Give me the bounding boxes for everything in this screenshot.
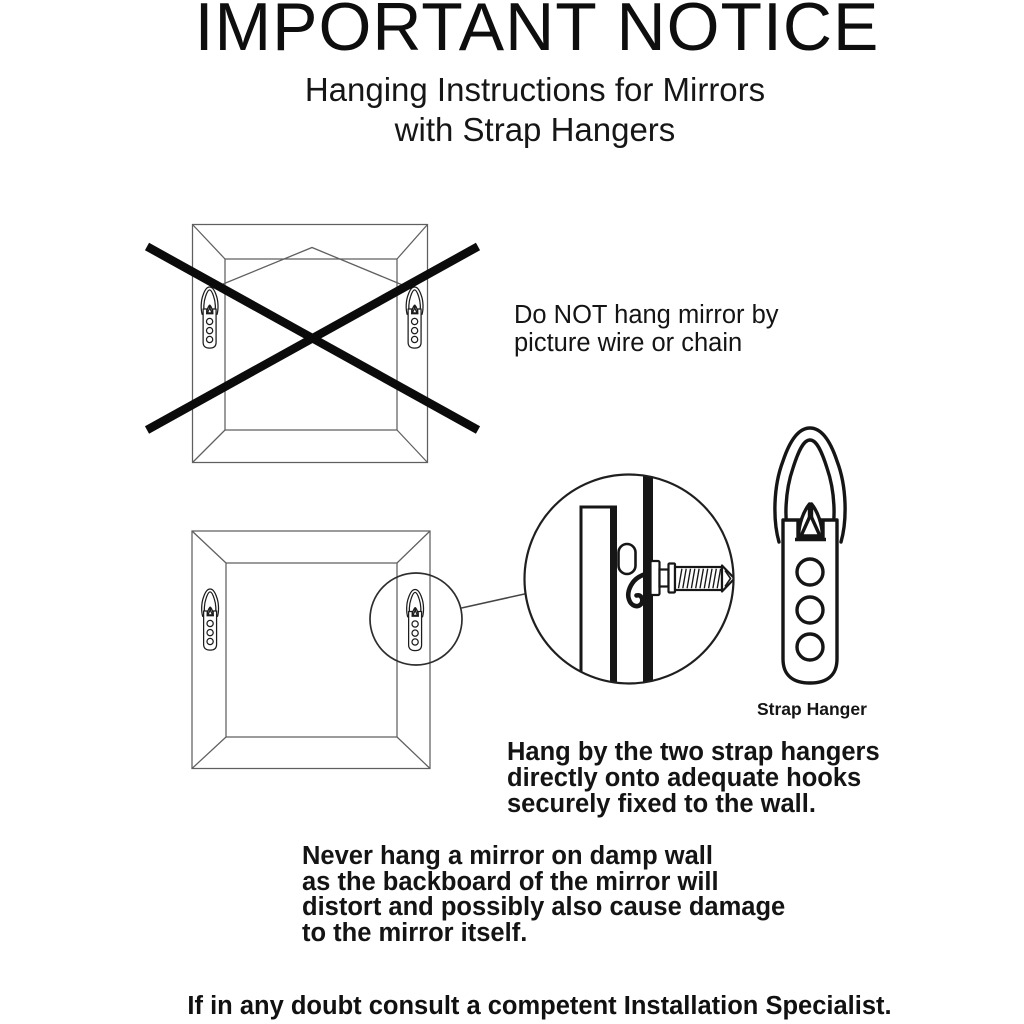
crossed-mirror-diagram [147,225,478,463]
hang-instruction-line: directly onto adequate hooks [507,764,862,792]
hang-instruction-line: securely fixed to the wall. [507,790,816,818]
cross-out-x-icon [147,247,478,431]
wire-warning-line: picture wire or chain [514,328,743,357]
wall-fixing-detail-diagram [525,472,735,686]
hang-instruction-note [507,739,880,817]
damp-wall-warning-note [302,844,785,946]
callout-line [462,594,525,608]
damp-wall-warning-line: Never hang a mirror on damp wall [302,842,713,870]
strap-hung-mirror-diagram [192,531,525,769]
strap-hanger-icon [406,287,423,348]
page-title: IMPORTANT NOTICE [194,0,880,65]
subtitle-line: Hanging Instructions for Mirrors [304,71,766,108]
wire-warning-note [514,302,779,357]
hang-instruction-line: Hang by the two strap hangers [507,738,880,766]
damp-wall-warning-line: distort and possibly also cause damage [302,893,786,921]
hanger-eye [619,544,636,574]
subtitle-line: with Strap Hangers [394,111,676,148]
strap-hanger-icon [202,589,219,650]
strap-hanger-large-drawing [775,428,845,683]
strap-hanger-label: Strap Hanger [757,699,867,719]
mirror-frame-back [192,531,430,769]
damp-wall-warning-line: to the mirror itself. [302,918,528,947]
strap-hanger-icon [407,589,424,650]
strap-hanger-icon [201,287,218,348]
picture-wire [206,248,417,292]
frame-cross-section [581,507,614,684]
page-subtitle [46,70,1024,150]
specialist-advice-footer: If in any doubt consult a competent Installation Specialist. [187,992,892,1020]
damp-wall-warning-line: as the backboard of the mirror will [302,867,719,896]
wire-warning-line: Do NOT hang mirror by [514,301,779,329]
